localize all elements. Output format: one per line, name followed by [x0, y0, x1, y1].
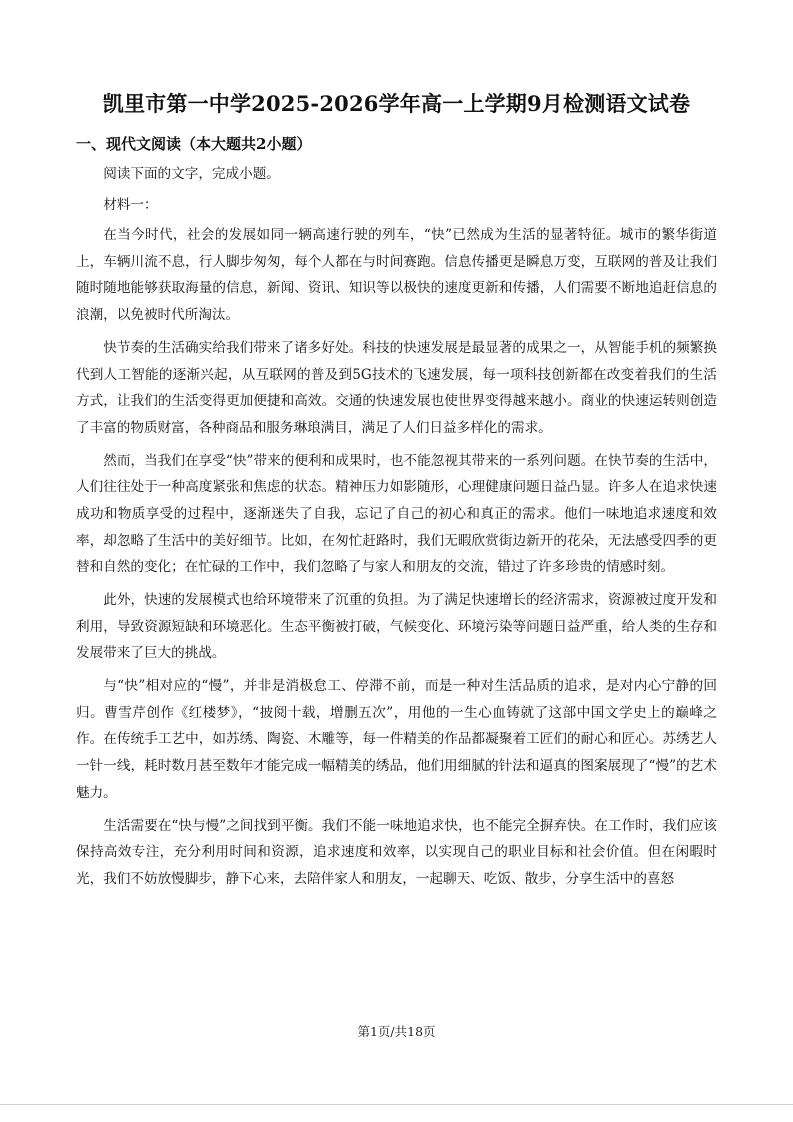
passage-paragraph: 在当今时代，社会的发展如同一辆高速行驶的列车，“快”已然成为生活的显著特征。城市的繁华街道上，车辆川流不息，行人脚步匆匆，每个人都在与时间赛跑。信息传播更是瞬息万变，互联网的普及让我们随时随地能够获取海量的信息，新闻、资讯、知识等以极快的速度更新和传播，人们需要不断地追赶信息的浪潮，以免被时代所淘汰。	[76, 227, 717, 323]
instruction-paragraph: 阅读下面的文字，完成小题。	[103, 166, 280, 182]
page-number: 第1页/共18页	[357, 1024, 436, 1039]
section-heading: 一、现代文阅读（本大题共2小题）	[76, 135, 312, 153]
passage-paragraph: 生活需要在“快与慢”之间找到平衡。我们不能一味地追求快，也不能完全摒弃快。在工作时，我们应该保持高效专注，充分利用时间和资源，追求速度和效率，以实现自己的职业目标和社会价值。但在闲暇时光，我们不妨放慢脚步，静下心来，去陪伴家人和朋友，一起聊天、吃饭、散步，分享生活中的喜怒	[76, 817, 717, 887]
passage-paragraph: 然而，当我们在享受“快”带来的便利和成果时，也不能忽视其带来的一系列问题。在快节奏的生活中，人们往往处于一种高度紧张和焦虑的状态。精神压力如影随形，心理健康问题日益凸显。许多人在追求快速成功和物质享受的过程中，逐渐迷失了自我，忘记了自己的初心和真正的需求。他们一味地追求速度和效率，却忽略了生活中的美好细节。比如，在匆忙赶路时，我们无暇欣赏街边新开的花朵，无法感受四季的更替和自然的变化；在忙碌的工作中，我们忽略了与家人和朋友的交流，错过了许多珍贵的情感时刻。	[76, 452, 717, 576]
page-bottom-divider	[0, 1104, 793, 1105]
passage-paragraph: 与“快”相对应的“慢”，并非是消极怠工、停滞不前，而是一种对生活品质的追求，是对内心宁静的回归。曹雪芹创作《红楼梦》，“披阅十载，增删五次”，用他的一生心血铸就了这部中国文学史上的巅峰之作。在传统手工艺中，如苏绣、陶瓷、木雕等，每一件精美的作品都凝聚着工匠们的耐心和匠心。苏绣艺人一针一线，耗时数月甚至数年才能完成一幅精美的绣品，他们用细腻的针法和逼真的图案展现了“慢”的艺术魅力。	[76, 678, 717, 801]
passage-paragraph: 此外，快速的发展模式也给环境带来了沉重的负担。为了满足快速增长的经济需求，资源被过度开发和利用，导致资源短缺和环境恶化。生态平衡被打破，气候变化、环境污染等问题日益严重，给人类的生存和发展带来了巨大的挑战。	[76, 592, 717, 662]
material-label: 材料一：	[103, 196, 158, 213]
exam-title: 凯里市第一中学2025-2026学年高一上学期9月检测语文试卷	[102, 91, 691, 116]
reading-passage	[76, 161, 717, 899]
passage-paragraph: 快节奏的生活确实给我们带来了诸多好处。科技的快速发展是最显著的成果之一，从智能手机的频繁换代到人工智能的逐渐兴起，从互联网的普及到5G技术的飞速发展，每一项科技创新都在改变着我们的生活方式，让我们的生活变得更加便捷和高效。交通的快速发展也使世界变得越来越小。商业的快速运转则创造了丰富的物质财富，各种商品和服务琳琅满目，满足了人们日益多样化的需求。	[76, 339, 717, 436]
